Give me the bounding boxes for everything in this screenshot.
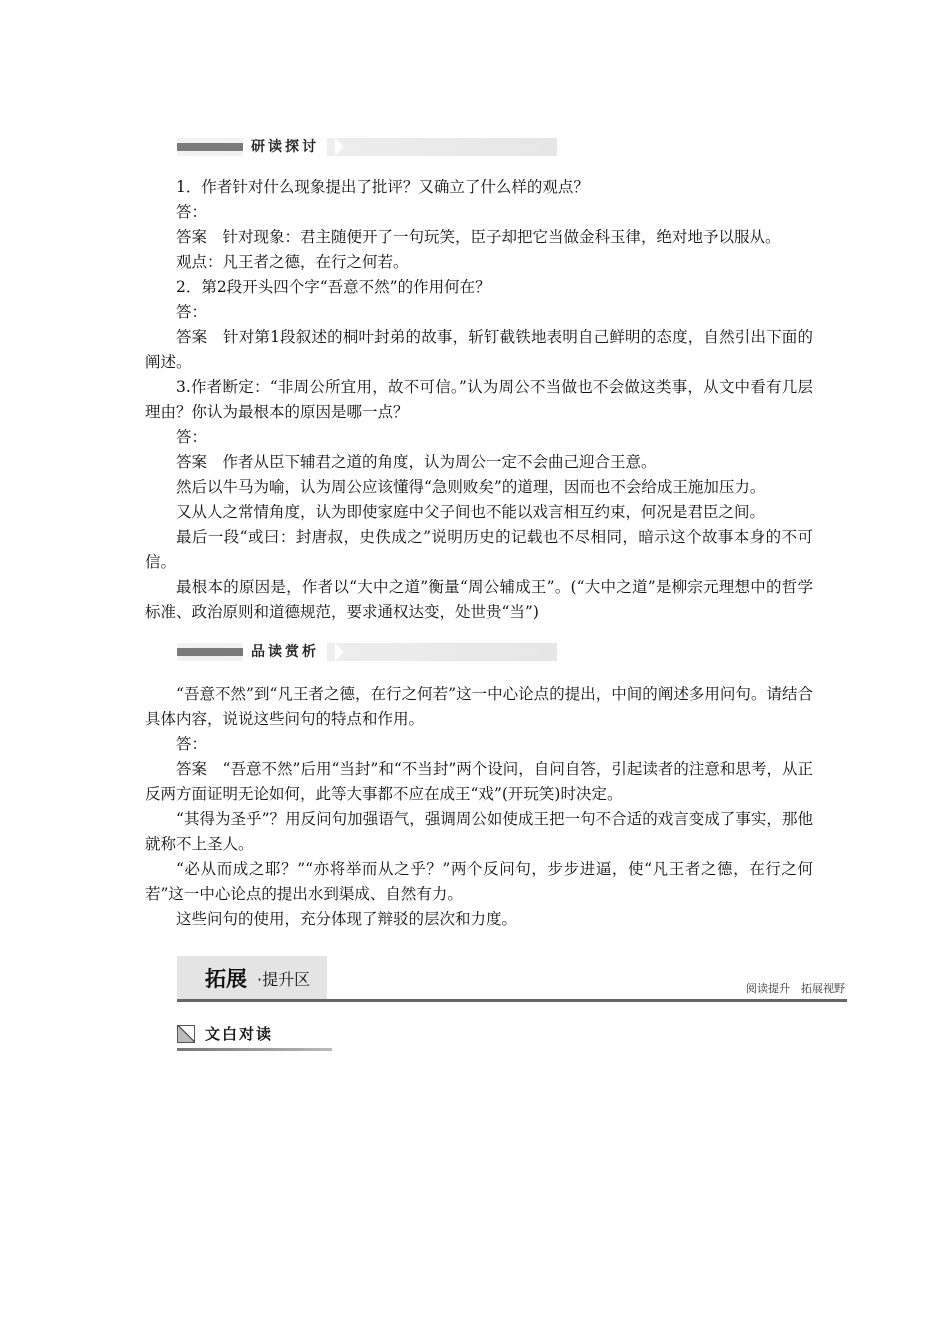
question-4: “吾意不然”到“凡王者之德，在行之何若”这一中心论点的提出，中间的阐述多用问句。请结合具体内容，说说这些问句的特点和作用。 <box>145 685 813 728</box>
section-header-arrow <box>335 138 344 156</box>
section-appreciation-body <box>145 682 813 932</box>
answer-prompt: 答： <box>176 428 208 446</box>
question-2: 2．第2段开头四个字“吾意不然”的作用何在？ <box>176 278 491 296</box>
section-header-research <box>177 138 557 156</box>
section-header-bar <box>177 648 243 656</box>
answer-3-conclusion: 最根本的原因是，作者以“大中之道”衡量“周公辅成王”。(“大中之道”是柳宗元理想中的哲学标准、政治原则和道德规范，要求通权达变，处世贵“当”) <box>145 578 813 621</box>
section-header-appreciation <box>177 643 557 661</box>
answer-3-point-2: 然后以牛马为喻，认为周公应该懂得“急则败矣”的道理，因而也不会给成王施加压力。 <box>176 478 766 496</box>
answer-4-conclusion: 这些问句的使用，充分体现了辩驳的层次和力度。 <box>176 910 518 928</box>
answer-1-viewpoint: 观点：凡王者之德，在行之何若。 <box>176 253 409 271</box>
section-header-bar <box>177 143 243 151</box>
extension-tagline: 阅读提升 拓展视野 <box>746 982 845 995</box>
answer-prompt: 答： <box>176 203 208 221</box>
extension-subtitle: ·提升区 <box>257 970 311 989</box>
section-title: 研读探讨 <box>243 138 327 156</box>
section-research-body <box>145 175 813 625</box>
answer-2: 答案 针对第1段叙述的桐叶封弟的故事，斩钉截铁地表明自己鲜明的态度，自然引出下面的阐述。 <box>145 328 813 371</box>
extension-divider <box>177 999 847 1002</box>
answer-prompt: 答： <box>176 303 208 321</box>
answer-1: 答案 针对现象：君主随便开了一句玩笑，臣子却把它当做金科玉律，绝对地予以服从。 <box>176 228 781 246</box>
subsection-header <box>177 1022 332 1052</box>
answer-prompt: 答： <box>176 735 208 753</box>
answer-3-point-4: 最后一段“或曰：封唐叔，史佚成之”说明历史的记载也不尽相同，暗示这个故事本身的不可信。 <box>145 528 813 571</box>
extension-header <box>177 956 847 1002</box>
answer-4: 答案 “吾意不然”后用“当封”和“不当封”两个设问，自问自答，引起读者的注意和思考，从正反两方面证明无论如何，此等大事都不应在成王“戏”(开玩笑)时决定。 <box>145 760 813 803</box>
diagonal-corner-icon <box>177 1025 195 1043</box>
question-3: 3.作者断定：“非周公所宜用，故不可信。”认为周公不当做也不会做这类事，从文中看有几层理由？你认为最根本的原因是哪一点？ <box>145 378 813 421</box>
subsection-underline <box>177 1048 332 1051</box>
question-1: 1．作者针对什么现象提出了批评？又确立了什么样的观点？ <box>176 178 589 196</box>
extension-title: 拓展 <box>205 967 247 991</box>
answer-4-point-3: “必从而成之耶？”“亦将举而从之乎？”两个反问句，步步进逼，使“凡王者之德，在行之何若”这一中心论点的提出水到渠成、自然有力。 <box>145 860 813 903</box>
section-title: 品读赏析 <box>243 643 327 661</box>
answer-3: 答案 作者从臣下辅君之道的角度，认为周公一定不会曲己迎合王意。 <box>176 453 657 471</box>
answer-3-point-3: 又从人之常情角度，认为即使家庭中父子间也不能以戏言相互约束，何况是君臣之间。 <box>176 503 766 521</box>
section-header-arrow <box>335 643 344 661</box>
subsection-title: 文白对读 <box>205 1025 274 1043</box>
answer-4-point-2: “其得为圣乎”？用反问句加强语气，强调周公如使成王把一句不合适的戏言变成了事实，那他就称不上圣人。 <box>145 810 813 853</box>
